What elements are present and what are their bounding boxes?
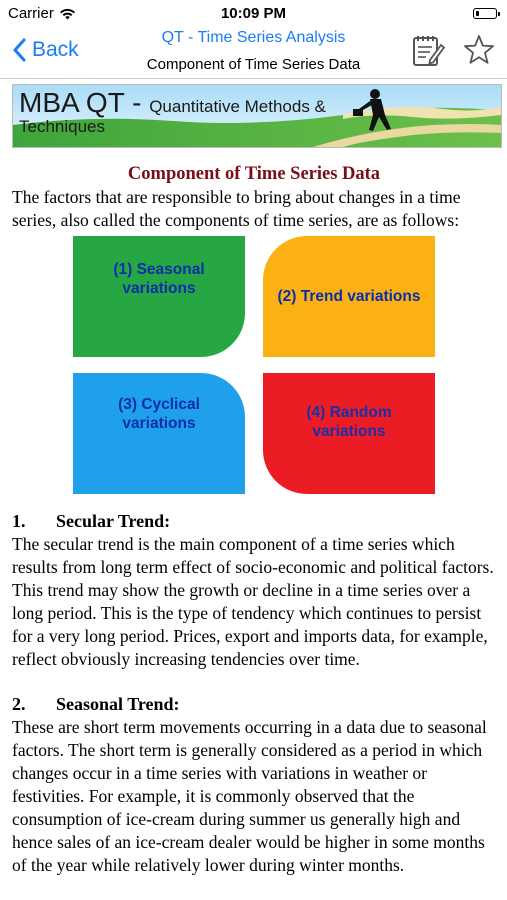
section2-body: These are short term movements occurring in a data due to seasonal factors. The short term is generally considered as a period in which changes occur in a time series with variations in weather or festivities. For example, it is commonly observed that the consumption of ice-cream during summer us generally high and hence sales of an ice-cream dealer would be higher in some months of the year while relatively lower during winter months.: [12, 717, 487, 875]
battery-level: [476, 11, 480, 16]
intro-paragraph: The factors that are responsible to bring about changes in a time series, also called the components of time series, are as follows:: [12, 187, 461, 230]
tile-seasonal: (1) Seasonal variations: [73, 236, 245, 357]
components-diagram: [12, 232, 496, 510]
tile-trend: (2) Trend variations: [263, 236, 435, 357]
nav-divider: [0, 78, 507, 79]
battery-icon: [473, 8, 497, 19]
section1-title: Secular Trend:: [56, 511, 171, 531]
section2-heading: [12, 693, 496, 716]
nav-title: QT - Time Series Analysis: [161, 29, 346, 46]
section-spacer: [12, 671, 496, 693]
header-banner: [12, 84, 502, 148]
tile-cyclical: (3) Cyclical variations: [73, 373, 245, 494]
banner-title-big: MBA QT: [19, 87, 125, 118]
section1-body: The secular trend is the main component of a time series which results from long term effect of socio-economic and political factors. This trend may show the growth or decline in a time series over a long period. This is the type of tendency which continues to persist for a very long period. Prices, export and imports data, for example, reflect obviously increasing tendencies over time.: [12, 534, 494, 669]
star-icon[interactable]: [461, 32, 497, 68]
banner-title-small: Quantitative Methods &: [149, 97, 326, 116]
nav-subtitle: Component of Time Series Data: [146, 56, 361, 73]
section2-title: Seasonal Trend:: [56, 694, 180, 714]
banner-title: [19, 87, 326, 119]
status-bar: [0, 0, 507, 28]
navigation-bar: [0, 28, 507, 78]
section1-number: 1.: [12, 511, 26, 531]
section2-number: 2.: [12, 694, 26, 714]
banner-subtitle: Techniques: [19, 117, 106, 136]
section1-heading: [12, 510, 496, 533]
banner-title-dash: -: [124, 87, 150, 118]
notes-icon[interactable]: [410, 32, 446, 68]
article-heading: Component of Time Series Data: [127, 164, 381, 184]
status-time: 10:09 PM: [220, 5, 287, 22]
article-content: [12, 162, 496, 877]
carrier-label: Carrier: [8, 5, 54, 22]
back-label: Back: [32, 38, 79, 61]
tile-random: (4) Random variations: [263, 373, 435, 494]
